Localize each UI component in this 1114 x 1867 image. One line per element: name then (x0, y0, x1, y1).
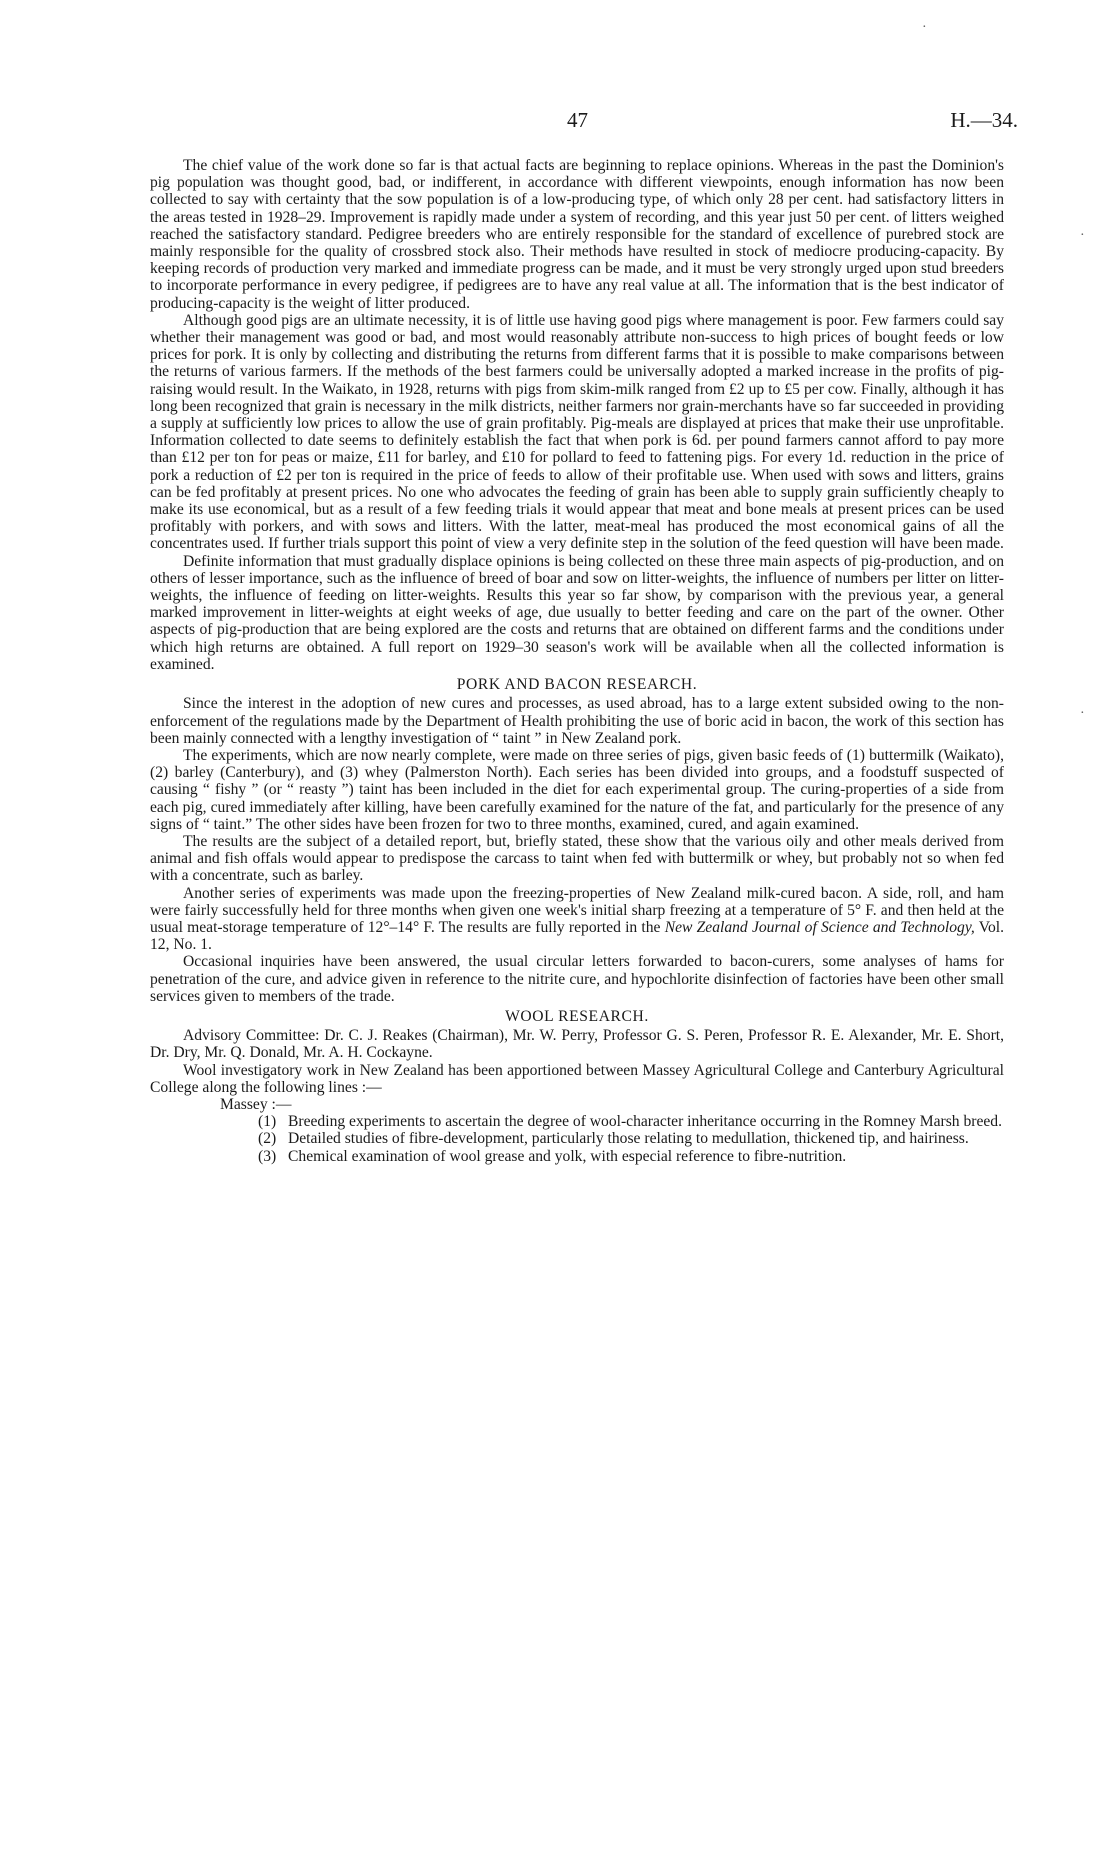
list-item-number: (3) (258, 1147, 277, 1165)
document-reference: H.—34. (950, 108, 1018, 132)
section-heading-wool: WOOL RESEARCH. (505, 1007, 649, 1025)
list-item-text: Breeding experiments to ascertain the degree of wool-character inheritance occurring in the Romney Marsh breed. (288, 1113, 1002, 1131)
massey-list (150, 1113, 1004, 1165)
stray-mark: · (1080, 228, 1085, 243)
paragraph: Although good pigs are an ultimate necessity, it is of little use having good pigs where management is poor. Few farmers could say whether their management was good or bad, and most would reasonably attribute non-success to high prices of bought feeds or low prices for pork. It is only by collecting and distributing the returns from different farms that it is possible to make comparisons between the returns of various farmers. If the methods of the best farmers could be universally adopted a marked increase in the profits of pig-raising would result. In the Waikato, in 1928, returns with pigs from skim-milk ranged from £2 up to £5 per cow. Finally, although it has long been recognized that grain is necessary in the milk districts, neither farmers nor grain-merchants have so far succeeded in providing a supply at sufficiently low prices to allow the use of grain profitably. Pig-meals are displayed at prices that make their use unprofitable. Information collected to date seems to definitely establish the fact that when pork is 6d. per pound farmers cannot afford to pay more than £12 per ton for peas or maize, £11 for barley, and £10 for pollard to feed to fattening pigs. For every 1d. reduction in the price of pork a reduction of £2 per ton is required in the price of feeds to allow of their profitable use. When used with sows and litters, grains can be fed profitably at present prices. No one who advocates the feeding of grain has been able to supply grain sufficiently cheaply to make its use economical, but as a result of a few feeding trials it would appear that meat and bone meals at present prices can be used profitably with porkers, and with sows and litters. With the latter, meat-meal has produced the most economical gains of all the concentrates used. If further trials support this point of view a very definite step in the solution of the feed question will have been made. (150, 311, 1004, 553)
paragraph: The results are the subject of a detailed report, but, briefly stated, these show that the various oily and other meals derived from animal and fish offals would appear to predispose the carcass to taint when fed with buttermilk or whey, but probably not so when fed with a concentrate, such as barley. (150, 832, 1004, 885)
list-item (258, 1130, 1004, 1147)
paragraph: Occasional inquiries have been answered, the usual circular letters forwarded to bacon-curers, some analyses of hams for penetration of the cure, and advice given in reference to the nitrite cure, and hypochlorite disinfection of factories have been other small services given to members of the trade. (150, 953, 1004, 1005)
paragraph: Definite information that must gradually displace opinions is being collected on these three main aspects of pig-production, and on others of lesser importance, such as the influence of breed of boar and sow on litter-weights, the influence of numbers per litter on litter-weights, the influence of feeding on litter-weights. Results this year so far show, by comparison with the previous year, a general marked improvement in litter-weights at eight weeks of age, due usually to better feeding and care on the part of the owner. Other aspects of pig-production that are being explored are the costs and returns that are obtained on different farms and the conditions under which high returns are obtained. A full report on 1929–30 season's work will be available when all the collected information is examined. (150, 552, 1004, 673)
massey-label: Massey :— (220, 1095, 292, 1113)
stray-mark: · (922, 20, 927, 35)
paragraph: The chief value of the work done so far is that actual facts are beginning to replace opinions. Whereas in the past the Dominion's pig population was thought good, bad, or indifferent, in accordance with different viewpoints, enough information has now been collected to say with certainty that the sow population is of a low-producing type, of which only 28 per cent. had satisfactory litters in the areas tested in 1928–29. Improvement is rapidly made under a system of recording, and this year just 50 per cent. of litters weighed reached the satisfactory standard. Pedigree breeders who are entirely responsible for the standard of excellence of purebred stock are mainly responsible for the quality of crossbred stock also. Their methods have resulted in stock of mediocre producing-capacity. By keeping records of production very marked and immediate progress can be made, and it must be very strongly urged upon stud breeders to incorporate performance in every pedigree, if pedigrees are to have any real value at all. The information that is the best indicator of producing-capacity is the weight of litter produced. (150, 157, 1004, 312)
list-item (258, 1113, 1004, 1130)
text-run: Vol. 12, No. 1. (150, 918, 1004, 954)
paragraph-freezing (150, 885, 1004, 954)
stray-mark: · (1080, 706, 1085, 721)
journal-title: New Zealand Journal of Science and Technology, (664, 918, 975, 936)
list-item-text: Chemical examination of wool grease and yolk, with especial reference to fibre-nutrition. (288, 1147, 847, 1165)
paragraph-advisory-committee: Advisory Committee: Dr. C. J. Reakes (Chairman), Mr. W. Perry, Professor G. S. Peren, Professor R. E. Alexander, Mr. E. Short, Dr. Dry, Mr. Q. Donald, Mr. A. H. Cockayne. (150, 1027, 1004, 1062)
page-body (150, 157, 1004, 1165)
page-header (0, 108, 1114, 138)
page-number: 47 (567, 108, 588, 132)
list-item-number: (1) (258, 1113, 277, 1131)
paragraph: The experiments, which are now nearly complete, were made on three series of pigs, given basic feeds of (1) buttermilk (Waikato), (2) barley (Canterbury), and (3) whey (Palmerston North). Each series has been divided into groups, and a foodstuff suspected of causing “ fishy ” (or “ reasty ”) taint has been included in the diet for each experimental group. The curing-properties of a side from each pig, cured immediately after killing, have been carefully examined for the nature of the fat, and particularly for the presence of any signs of “ taint.” The other sides have been frozen for two to three months, examined, cured, and again examined. (150, 746, 1004, 833)
list-item (258, 1148, 1004, 1165)
list-item-number: (2) (258, 1130, 277, 1148)
paragraph: Wool investigatory work in New Zealand has been apportioned between Massey Agricultural College and Canterbury Agricultural College along the following lines :— (150, 1061, 1004, 1096)
paragraph: Since the interest in the adoption of new cures and processes, as used abroad, has to a large extent subsided owing to the non-enforcement of the regulations made by the Department of Health prohibiting the use of boric acid in bacon, the work of this section has been mainly connected with a lengthy investigation of “ taint ” in New Zealand pork. (150, 695, 1004, 747)
text-run: Another series of experiments was made upon the freezing-properties of New Zealand milk-cured bacon. A side, roll, and ham were fairly successfully held for three months when given one week's initial sharp freezing at a temperature of 5° F. and then held at the usual meat-storage temperature of 12°–14° F. The results are fully reported in the (150, 884, 1004, 936)
section-heading-pork-bacon: PORK AND BACON RESEARCH. (456, 676, 698, 694)
list-item-text: Detailed studies of fibre-development, particularly those relating to medullation, thickened tip, and hairiness. (288, 1130, 969, 1148)
